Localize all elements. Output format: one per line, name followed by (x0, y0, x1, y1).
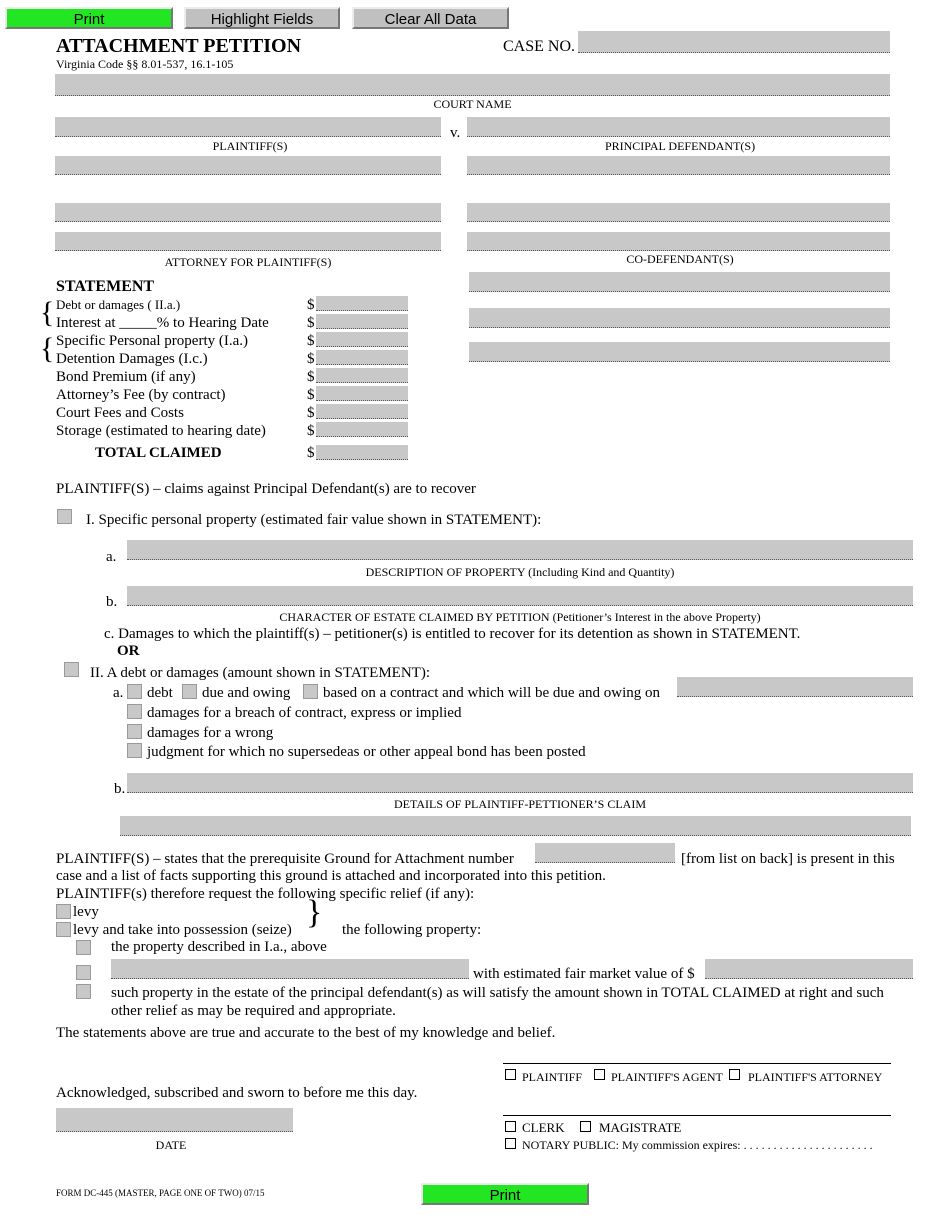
statement-row-label: Debt or damages ( II.a.) (56, 297, 181, 312)
due-owing-checkbox[interactable] (182, 684, 197, 699)
currency-sign: $ (307, 405, 315, 421)
fair-value-field[interactable] (705, 959, 913, 979)
other-property-field[interactable] (111, 959, 469, 979)
clear-all-data-button[interactable]: Clear All Data (352, 7, 509, 29)
brace-3: } (306, 894, 323, 931)
due-owing-label: due and owing (202, 685, 291, 701)
or-label: OR (117, 643, 140, 659)
clerk-checkbox[interactable] (505, 1121, 516, 1132)
ground-text-3: PLAINTIFF(s) therefore request the following specific relief (if any): (56, 886, 475, 902)
statement-row-label: Bond Premium (if any) (56, 369, 196, 385)
agent-checkbox[interactable] (594, 1069, 605, 1080)
section2-label: II. A debt or damages (amount shown in STATEMENT): (90, 665, 430, 681)
total-claimed-label: TOTAL CLAIMED (95, 445, 222, 461)
contract-label: based on a contract and which will be due and owing on (323, 685, 660, 701)
claim-details-field-2[interactable] (120, 816, 911, 836)
described-property-checkbox[interactable] (76, 940, 91, 955)
currency-sign: $ (307, 387, 315, 403)
detention-amount-field[interactable] (316, 350, 408, 365)
item-b-marker: b. (114, 781, 126, 797)
estate-character-caption: CHARACTER OF ESTATE CLAIMED BY PETITION (Petitioner’s Interest in the above Property) (279, 610, 761, 624)
case-no-field[interactable] (578, 31, 890, 53)
principal-defendant-address3-field[interactable] (467, 232, 890, 251)
ground-text-1b: [from list on back] is present in this (681, 851, 895, 867)
officer-signature-line (503, 1115, 891, 1116)
item-b-marker: b. (106, 594, 118, 610)
co-defendants-label: CO-DEFENDANT(S) (626, 252, 734, 266)
due-date-field[interactable] (677, 677, 913, 697)
plaintiff-field[interactable] (55, 117, 441, 137)
fair-value-label: with estimated fair market value of $ (473, 966, 695, 982)
versus-label: v. (450, 125, 461, 141)
estate-property-checkbox[interactable] (76, 984, 91, 999)
property-description-caption: DESCRIPTION OF PROPERTY (Including Kind and Quantity) (365, 565, 675, 579)
date-label: DATE (155, 1138, 187, 1152)
attorney-fee-field[interactable] (316, 386, 408, 401)
signature-line (503, 1063, 891, 1064)
acknowledged-text: Acknowledged, subscribed and sworn to before me this day. (56, 1085, 418, 1101)
debt-checkbox[interactable] (127, 684, 142, 699)
currency-sign: $ (307, 423, 315, 439)
currency-sign: $ (307, 297, 315, 313)
ground-text-1a: PLAINTIFF(S) – states that the prerequisite Ground for Attachment number (56, 851, 514, 867)
brace-1: { (40, 296, 55, 329)
debt-label: debt (147, 685, 173, 701)
wrong-label: damages for a wrong (147, 725, 274, 741)
levy-checkbox[interactable] (56, 904, 71, 919)
plaintiff-option-label: PLAINTIFF (522, 1070, 583, 1084)
levy-label: levy (73, 904, 99, 920)
case-no-label: CASE NO. (503, 38, 576, 55)
described-property-label: the property described in I.a., above (111, 939, 327, 955)
notary-checkbox[interactable] (505, 1138, 516, 1149)
date-field[interactable] (56, 1108, 293, 1132)
ground-number-field[interactable] (535, 843, 675, 863)
print-button-bottom[interactable]: Print (421, 1183, 589, 1205)
section2-checkbox[interactable] (64, 662, 79, 677)
principal-defendant-field[interactable] (467, 117, 890, 137)
plaintiff-address-field[interactable] (55, 156, 441, 175)
attorney-name-field[interactable] (55, 203, 441, 222)
breach-checkbox[interactable] (127, 704, 142, 719)
magistrate-option-label: MAGISTRATE (599, 1120, 682, 1135)
statement-row-label: Detention Damages (I.c.) (56, 351, 208, 367)
currency-sign: $ (307, 369, 315, 385)
brace-2: { (40, 332, 55, 365)
page-title: ATTACHMENT PETITION (56, 35, 302, 57)
attorney-checkbox[interactable] (729, 1069, 740, 1080)
true-statement-text: The statements above are true and accurate to the best of my knowledge and belief. (56, 1025, 556, 1041)
statement-heading: STATEMENT (56, 278, 155, 295)
currency-sign: $ (307, 333, 315, 349)
principal-defendant-address-field[interactable] (467, 156, 890, 175)
co-defendant-field-1[interactable] (469, 272, 890, 292)
contract-checkbox[interactable] (303, 684, 318, 699)
principal-defendant-address2-field[interactable] (467, 203, 890, 222)
estate-character-field[interactable] (127, 586, 913, 606)
bond-premium-field[interactable] (316, 368, 408, 383)
judgment-label: judgment for which no supersedeas or other appeal bond has been posted (147, 744, 586, 760)
principal-defendants-label: PRINCIPAL DEFENDANT(S) (604, 139, 756, 153)
property-amount-field[interactable] (316, 332, 408, 347)
judgment-checkbox[interactable] (127, 743, 142, 758)
property-description-field[interactable] (127, 540, 913, 560)
statement-row-label: Interest at _____% to Hearing Date (56, 315, 269, 331)
item-a-marker: a. (106, 549, 117, 565)
attorney-address-field[interactable] (55, 232, 441, 251)
item-c-text: c. Damages to which the plaintiff(s) – petitioner(s) is entitled to recover for its detention as shown in STATEMENT. (104, 626, 801, 642)
debt-amount-field[interactable] (316, 296, 408, 311)
statement-row-label: Storage (estimated to hearing date) (56, 423, 266, 439)
wrong-checkbox[interactable] (127, 724, 142, 739)
court-name-label: COURT NAME (433, 97, 512, 111)
court-name-field[interactable] (55, 74, 890, 96)
form-id: FORM DC-445 (MASTER, PAGE ONE OF TWO) 07/15 (56, 1188, 265, 1198)
seize-label: levy and take into possession (seize) (73, 922, 292, 938)
claims-intro: PLAINTIFF(S) – claims against Principal Defendant(s) are to recover (56, 481, 476, 497)
print-button[interactable]: Print (5, 7, 173, 29)
interest-amount-field[interactable] (316, 314, 408, 329)
magistrate-checkbox[interactable] (580, 1121, 591, 1132)
claim-details-field[interactable] (127, 773, 913, 793)
co-defendant-field-2[interactable] (469, 308, 890, 328)
section1-checkbox[interactable] (57, 509, 72, 524)
storage-amount-field[interactable] (316, 422, 408, 437)
total-claimed-field[interactable] (316, 445, 408, 460)
currency-sign: $ (307, 445, 315, 461)
breach-label: damages for a breach of contract, express or implied (147, 705, 462, 721)
statement-row-label: Specific Personal property (I.a.) (56, 333, 249, 349)
attorney-for-plaintiff-label: ATTORNEY FOR PLAINTIFF(S) (164, 255, 332, 269)
statement-row-label: Court Fees and Costs (56, 405, 184, 421)
estate-text-2: other relief as may be required and appropriate. (111, 1003, 396, 1019)
other-property-checkbox[interactable] (76, 965, 91, 980)
court-fees-field[interactable] (316, 404, 408, 419)
attorney-option-label: PLAINTIFF'S ATTORNEY (748, 1070, 883, 1084)
item-a-marker: a. (113, 685, 124, 701)
currency-sign: $ (307, 315, 315, 331)
claim-details-caption: DETAILS OF PLAINTIFF-PETTIONER’S CLAIM (393, 797, 647, 811)
clerk-option-label: CLERK (522, 1120, 565, 1135)
plaintiffs-label: PLAINTIFF(S) (212, 139, 288, 153)
co-defendant-field-3[interactable] (469, 342, 890, 362)
highlight-fields-button[interactable]: Highlight Fields (184, 7, 340, 29)
code-reference: Virginia Code §§ 8.01-537, 16.1-105 (56, 57, 234, 71)
currency-sign: $ (307, 351, 315, 367)
section1-label: I. Specific personal property (estimated fair value shown in STATEMENT): (86, 512, 542, 528)
following-property-label: the following property: (342, 922, 482, 938)
estate-text-1: such property in the estate of the principal defendant(s) as will satisfy the amount shown in TOTAL CLAIMED at right and such (111, 985, 884, 1001)
agent-option-label: PLAINTIFF'S AGENT (611, 1070, 723, 1084)
notary-option-label: NOTARY PUBLIC: My commission expires: . . . . . . . . . . . . . . . . . . . . . . (522, 1138, 873, 1152)
statement-row-label: Attorney’s Fee (by contract) (56, 387, 226, 403)
seize-checkbox[interactable] (56, 922, 71, 937)
plaintiff-checkbox[interactable] (505, 1069, 516, 1080)
ground-text-2: case and a list of facts supporting this ground is attached and incorporated into this petition. (56, 868, 606, 884)
